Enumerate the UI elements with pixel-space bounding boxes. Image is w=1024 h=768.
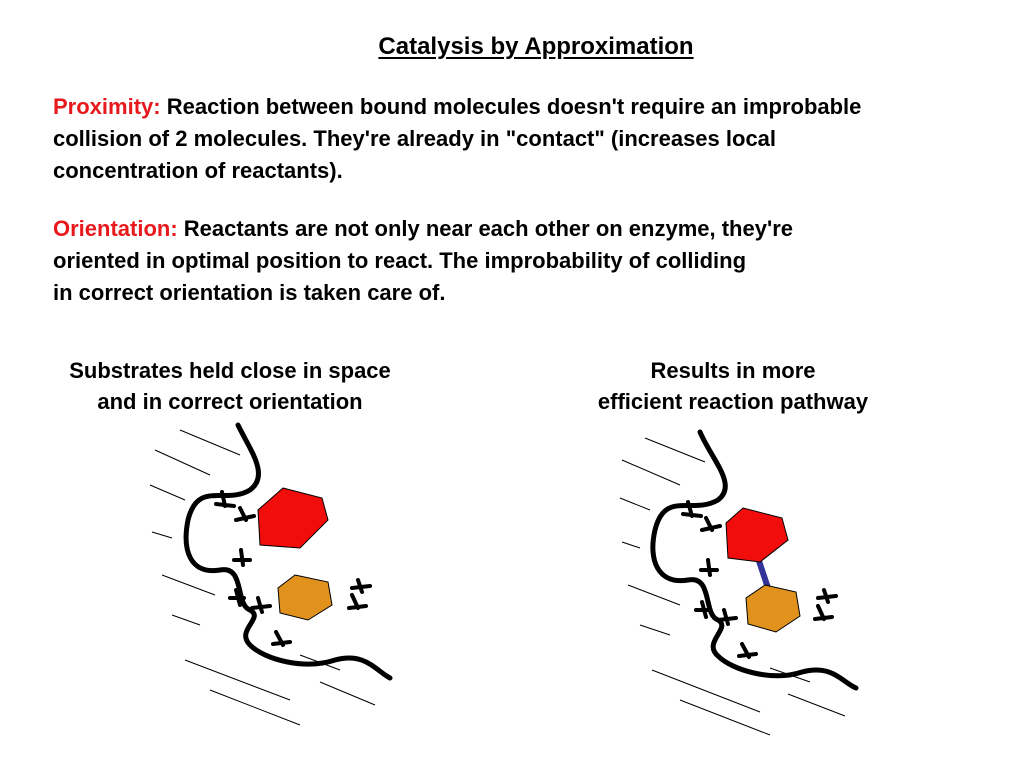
orientation-label: Orientation: xyxy=(53,216,178,241)
left-caption xyxy=(30,355,430,417)
orange-substrate-right xyxy=(746,585,800,632)
proximity-paragraph xyxy=(53,91,1013,187)
proximity-line-1 xyxy=(53,91,1013,123)
proximity-label: Proximity: xyxy=(53,94,161,119)
hatching-right xyxy=(620,438,845,735)
left-caption-line-1: Substrates held close in space xyxy=(69,358,391,383)
left-caption-line-2: and in correct orientation xyxy=(97,389,363,414)
page-title: Catalysis by Approximation xyxy=(378,33,694,60)
right-caption xyxy=(533,355,933,417)
orientation-text-1: Reactants are not only near each other on enzyme, they're xyxy=(183,216,793,241)
orientation-paragraph xyxy=(53,213,1013,309)
orange-substrate-left xyxy=(278,575,332,620)
enzyme-active-site-right xyxy=(610,420,880,750)
orientation-text-2: oriented in optimal position to react. The improbability of colliding xyxy=(53,248,747,273)
right-caption-line-1: Results in more xyxy=(650,358,816,383)
red-substrate-left xyxy=(258,488,328,548)
proximity-text-2: collision of 2 molecules. They're already in "contact" (increases local xyxy=(53,126,777,151)
red-substrate-right xyxy=(726,508,788,562)
enzyme-active-site-left xyxy=(140,420,410,740)
right-caption-line-2: efficient reaction pathway xyxy=(597,389,869,414)
proximity-text-3: concentration of reactants). xyxy=(53,158,343,183)
enzyme-backbone-left xyxy=(186,425,390,678)
hatching-left xyxy=(150,430,375,725)
orientation-text-3: in correct orientation is taken care of. xyxy=(53,280,446,305)
proximity-text-1: Reaction between bound molecules doesn't require an improbable xyxy=(166,94,862,119)
orientation-line-1 xyxy=(53,213,1013,245)
